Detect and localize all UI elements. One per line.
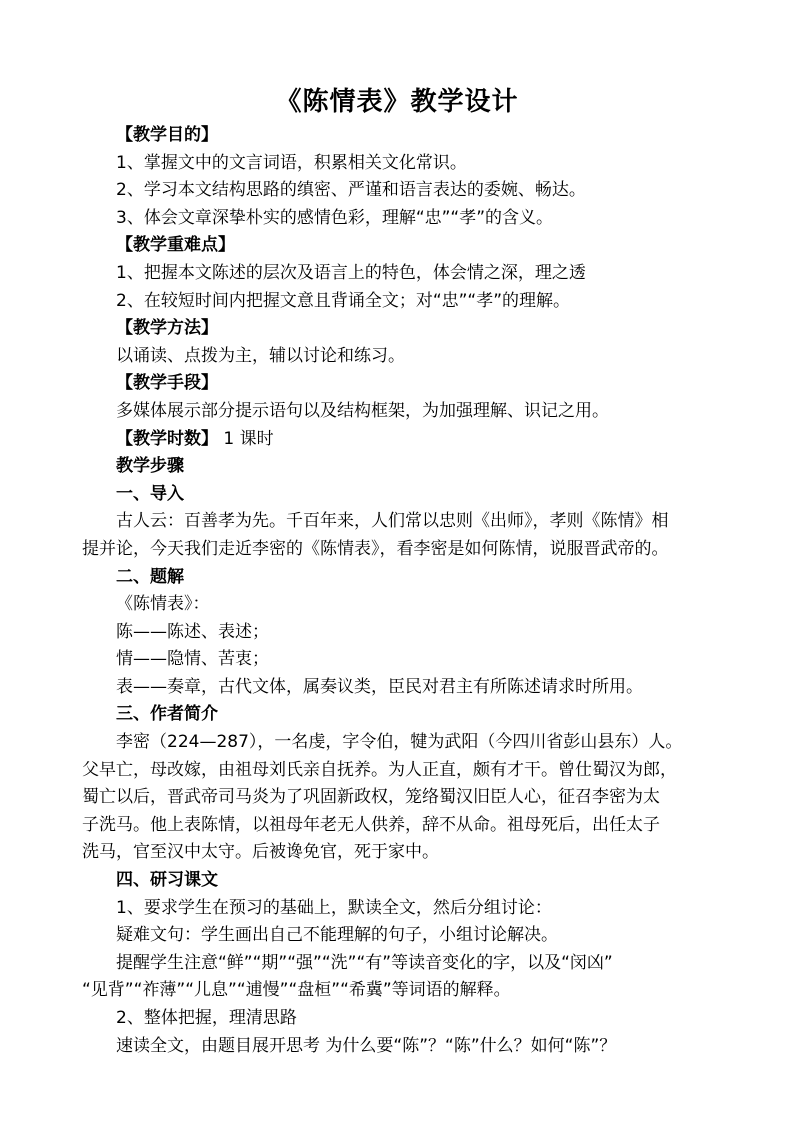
section-4-text: 速读全文，由题目展开思考 为什么要“陈”？“陈”什么？如何“陈”？ [116,1035,617,1056]
section-3-line: 子洗马。他上表陈情，以祖母年老无人供养，辞不从命。祖母死后，出任太子 [82,814,660,835]
objective-item: 3、体会文章深挚朴实的感情色彩，理解“忠”“孝”的含义。 [116,207,554,228]
section-3-line: 蜀亡以后，晋武帝司马炎为了巩固新政权，笼络蜀汉旧臣人心，征召李密为太 [82,787,660,808]
objective-item: 1、掌握文中的文言词语，积累相关文化常识。 [116,152,467,173]
section-4-remind: “见背”“祚薄”“儿息”“逋慢”“盘桓”“希冀”等词语的解释。 [82,980,511,1001]
section-3-line: 父早亡，母改嫁，由祖母刘氏亲自抚养。为人正直，颇有才干。曾仕蜀汉为郎， [82,759,677,780]
section-4-item: 1、要求学生在预习的基础上，默读全文，然后分组讨论： [116,897,552,918]
section-4-item: 2、整体把握，理清思路 [116,1008,297,1028]
hours-heading: 【教学时数】 [116,428,218,449]
steps-heading: 教学步骤 [116,456,184,477]
means-heading: 【教学手段】 [116,373,218,394]
section-1-line: 古人云：百善孝为先。千百年来，人们常以忠则《出师》，孝则《陈情》相 [116,511,669,532]
section-4-subitem: 疑难文句：学生画出自己不能理解的句子，小组讨论解决。 [116,925,558,946]
objective-item: 2、学习本文结构思路的缜密、严谨和语言表达的委婉、畅达。 [116,180,586,201]
section-1-heading: 一、导入 [116,483,184,504]
section-4-heading: 四、研习课文 [116,870,218,891]
key-point-item: 2、在较短时间内把握文意且背诵全文；对“忠”“孝”的理解。 [116,290,571,311]
document-body [82,122,728,1060]
section-2-heading: 二、题解 [116,566,184,587]
section-3-line: 李密（224—287），一名虔，字令伯，犍为武阳（今四川省彭山县东）人。 [116,732,683,753]
method-heading: 【教学方法】 [116,318,218,339]
section-2-item: 情——隐情、苦衷； [116,649,269,670]
method-text: 以诵读、点拨为主，辅以讨论和练习。 [116,345,405,366]
means-text: 多媒体展示部分提示语句以及结构框架，为加强理解、识记之用。 [116,400,609,421]
section-2-subtitle: 《陈情表》： [116,594,210,615]
key-point-item: 1、把握本文陈述的层次及语言上的特色，体会情之深，理之透 [116,262,586,283]
section-4-remind: 提醒学生注意“鲜”“期”“强”“洗”“有”等读音变化的字，以及“闵凶” [116,952,613,973]
objectives-heading: 【教学目的】 [116,125,218,145]
hours-row [116,426,728,454]
key-points-heading: 【教学重难点】 [116,235,235,256]
section-2-item: 表——奏章，古代文体，属奏议类，臣民对君主有所陈述请求时所用。 [116,676,643,697]
section-2-item: 陈——陈述、表述； [116,621,269,642]
section-3-heading: 三、作者简介 [116,704,218,725]
section-1-line: 提并论，今天我们走近李密的《陈情表》，看李密是如何陈情，说服晋武帝的。 [82,538,669,559]
page-title: 《陈情表》教学设计 [275,87,519,117]
section-3-line: 洗马，官至汉中太守。后被谗免官，死于家中。 [82,842,439,863]
hours-value: 1 课时 [218,428,274,449]
